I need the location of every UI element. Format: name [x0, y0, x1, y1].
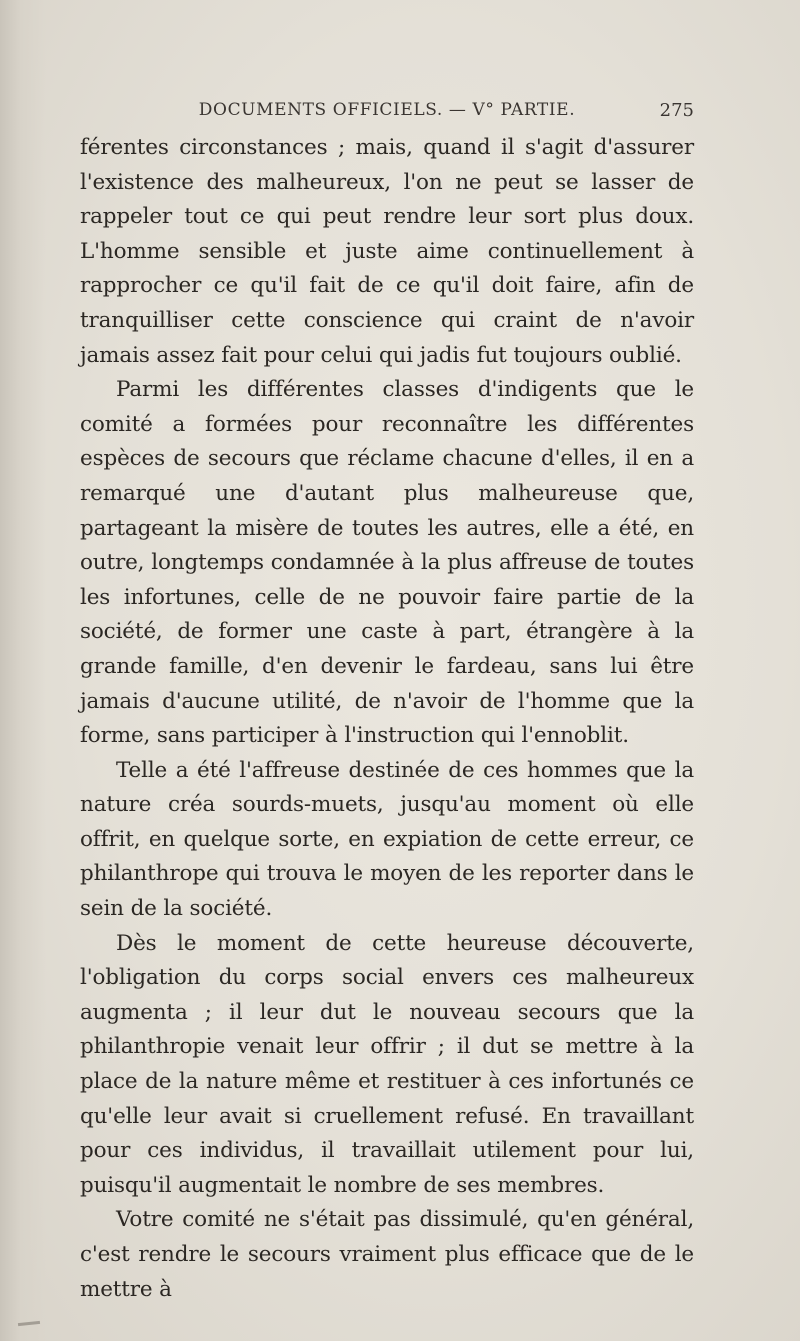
running-head: [80, 100, 694, 130]
paragraph: Votre comité ne s'était pas dissimulé, qu'en général, c'est rendre le secours vraiment plus efficace que de le mettre à: [80, 1207, 694, 1302]
paragraph: Telle a été l'affreuse destinée de ces hommes que la nature créa sourds-muets, jusqu'au moment où elle offrit, en quelque sorte, en expiation de cette erreur, ce philanthrope qui trouva le moyen de les reporter dans le sein de la société.: [80, 757, 694, 922]
paragraph-continued: férentes circonstances ; mais, quand il s'agit d'assurer l'existence des malheureux, l'on ne peut se lasser de rappeler tout ce qui peut rendre leur sort plus doux. L'homme sensible et juste aime continuellement à rapprocher ce qu'il fait de ce qu'il doit faire, afin de tranquilliser cette conscience qui craint de n'avoir jamais assez fait pour celui qui jadis fut toujours oublié.: [80, 135, 694, 368]
binding-shadow: [0, 0, 46, 1341]
paragraph: Parmi les différentes classes d'indigents que le comité a formées pour reconnaître les différentes espèces de secours que réclame chacune d'elles, il en a remarqué une d'autant plus malheureuse que, partageant la misère de toutes les autres, elle a été, en outre, longtemps condamnée à la plus affreuse de toutes les infortunes, celle de ne pouvoir faire partie de la société, de former une caste à part, étrangère à la grande famille, d'en devenir le fardeau, sans lui être jamais d'aucune utilité, de n'avoir de l'homme que la forme, sans participer à l'instruction qui l'ennoblit.: [80, 377, 694, 749]
page-number: 275: [659, 100, 694, 121]
body-text: [80, 131, 694, 1307]
running-title: DOCUMENTS OFFICIELS. — V° PARTIE.: [198, 100, 576, 120]
paragraph: Dès le moment de cette heureuse découverte, l'obligation du corps social envers ces malheureux augmenta ; il leur dut le nouveau secours que la philanthropie venait leur offrir ; il dut se mettre à la place de la nature même et restituer à ces infortunés ce qu'elle leur avait si cruellement refusé. En travaillant pour ces individus, il travaillait utilement pour lui, puisqu'il augmentait le nombre de ses membres.: [80, 930, 694, 1198]
